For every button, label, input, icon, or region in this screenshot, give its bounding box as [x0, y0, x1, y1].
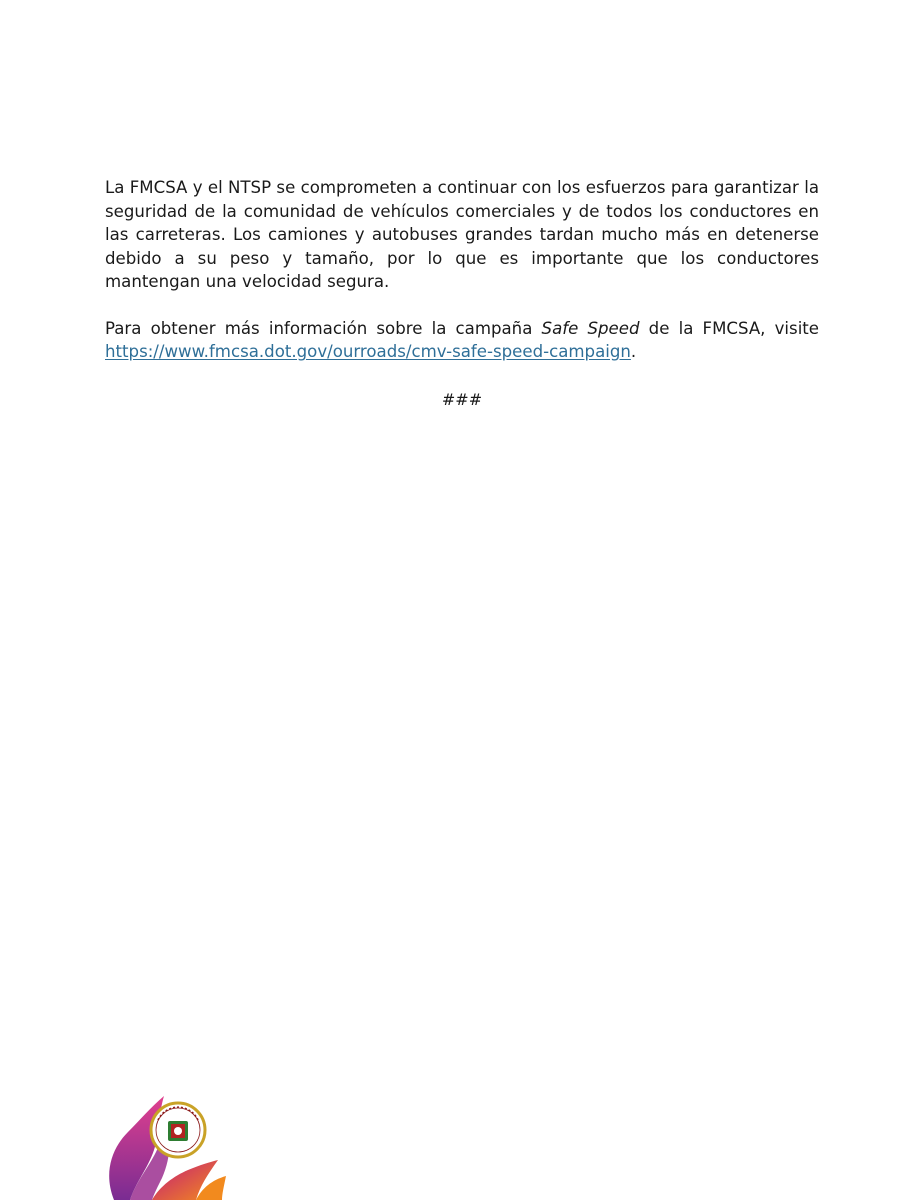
campaign-link[interactable]: https://www.fmcsa.dot.gov/ourroads/cmv-safe-speed-campaign	[105, 342, 631, 361]
paragraph-more-info	[105, 317, 819, 364]
end-marks: ###	[441, 389, 483, 409]
campaign-name: Safe Speed	[541, 318, 640, 338]
more-info-suffix: de la FMCSA, visite	[639, 318, 820, 338]
seal-icon	[151, 1103, 205, 1157]
paragraph-commitment: La FMCSA y el NTSP se comprometen a continuar con los esfuerzos para garantizar la seguridad de la comunidad de vehículos comerciales y de todos los conductores en las carreteras. Los camiones y autobuses grandes tardan mucho más en detenerse debido a su peso y tamaño, por lo que es importante que los conductores mantengan una velocidad segura.	[105, 178, 819, 291]
more-info-end: .	[630, 342, 637, 361]
document-body	[105, 176, 819, 411]
government-logo-icon	[100, 1090, 240, 1200]
more-info-prefix: Para obtener más información sobre la campaña	[105, 318, 542, 338]
